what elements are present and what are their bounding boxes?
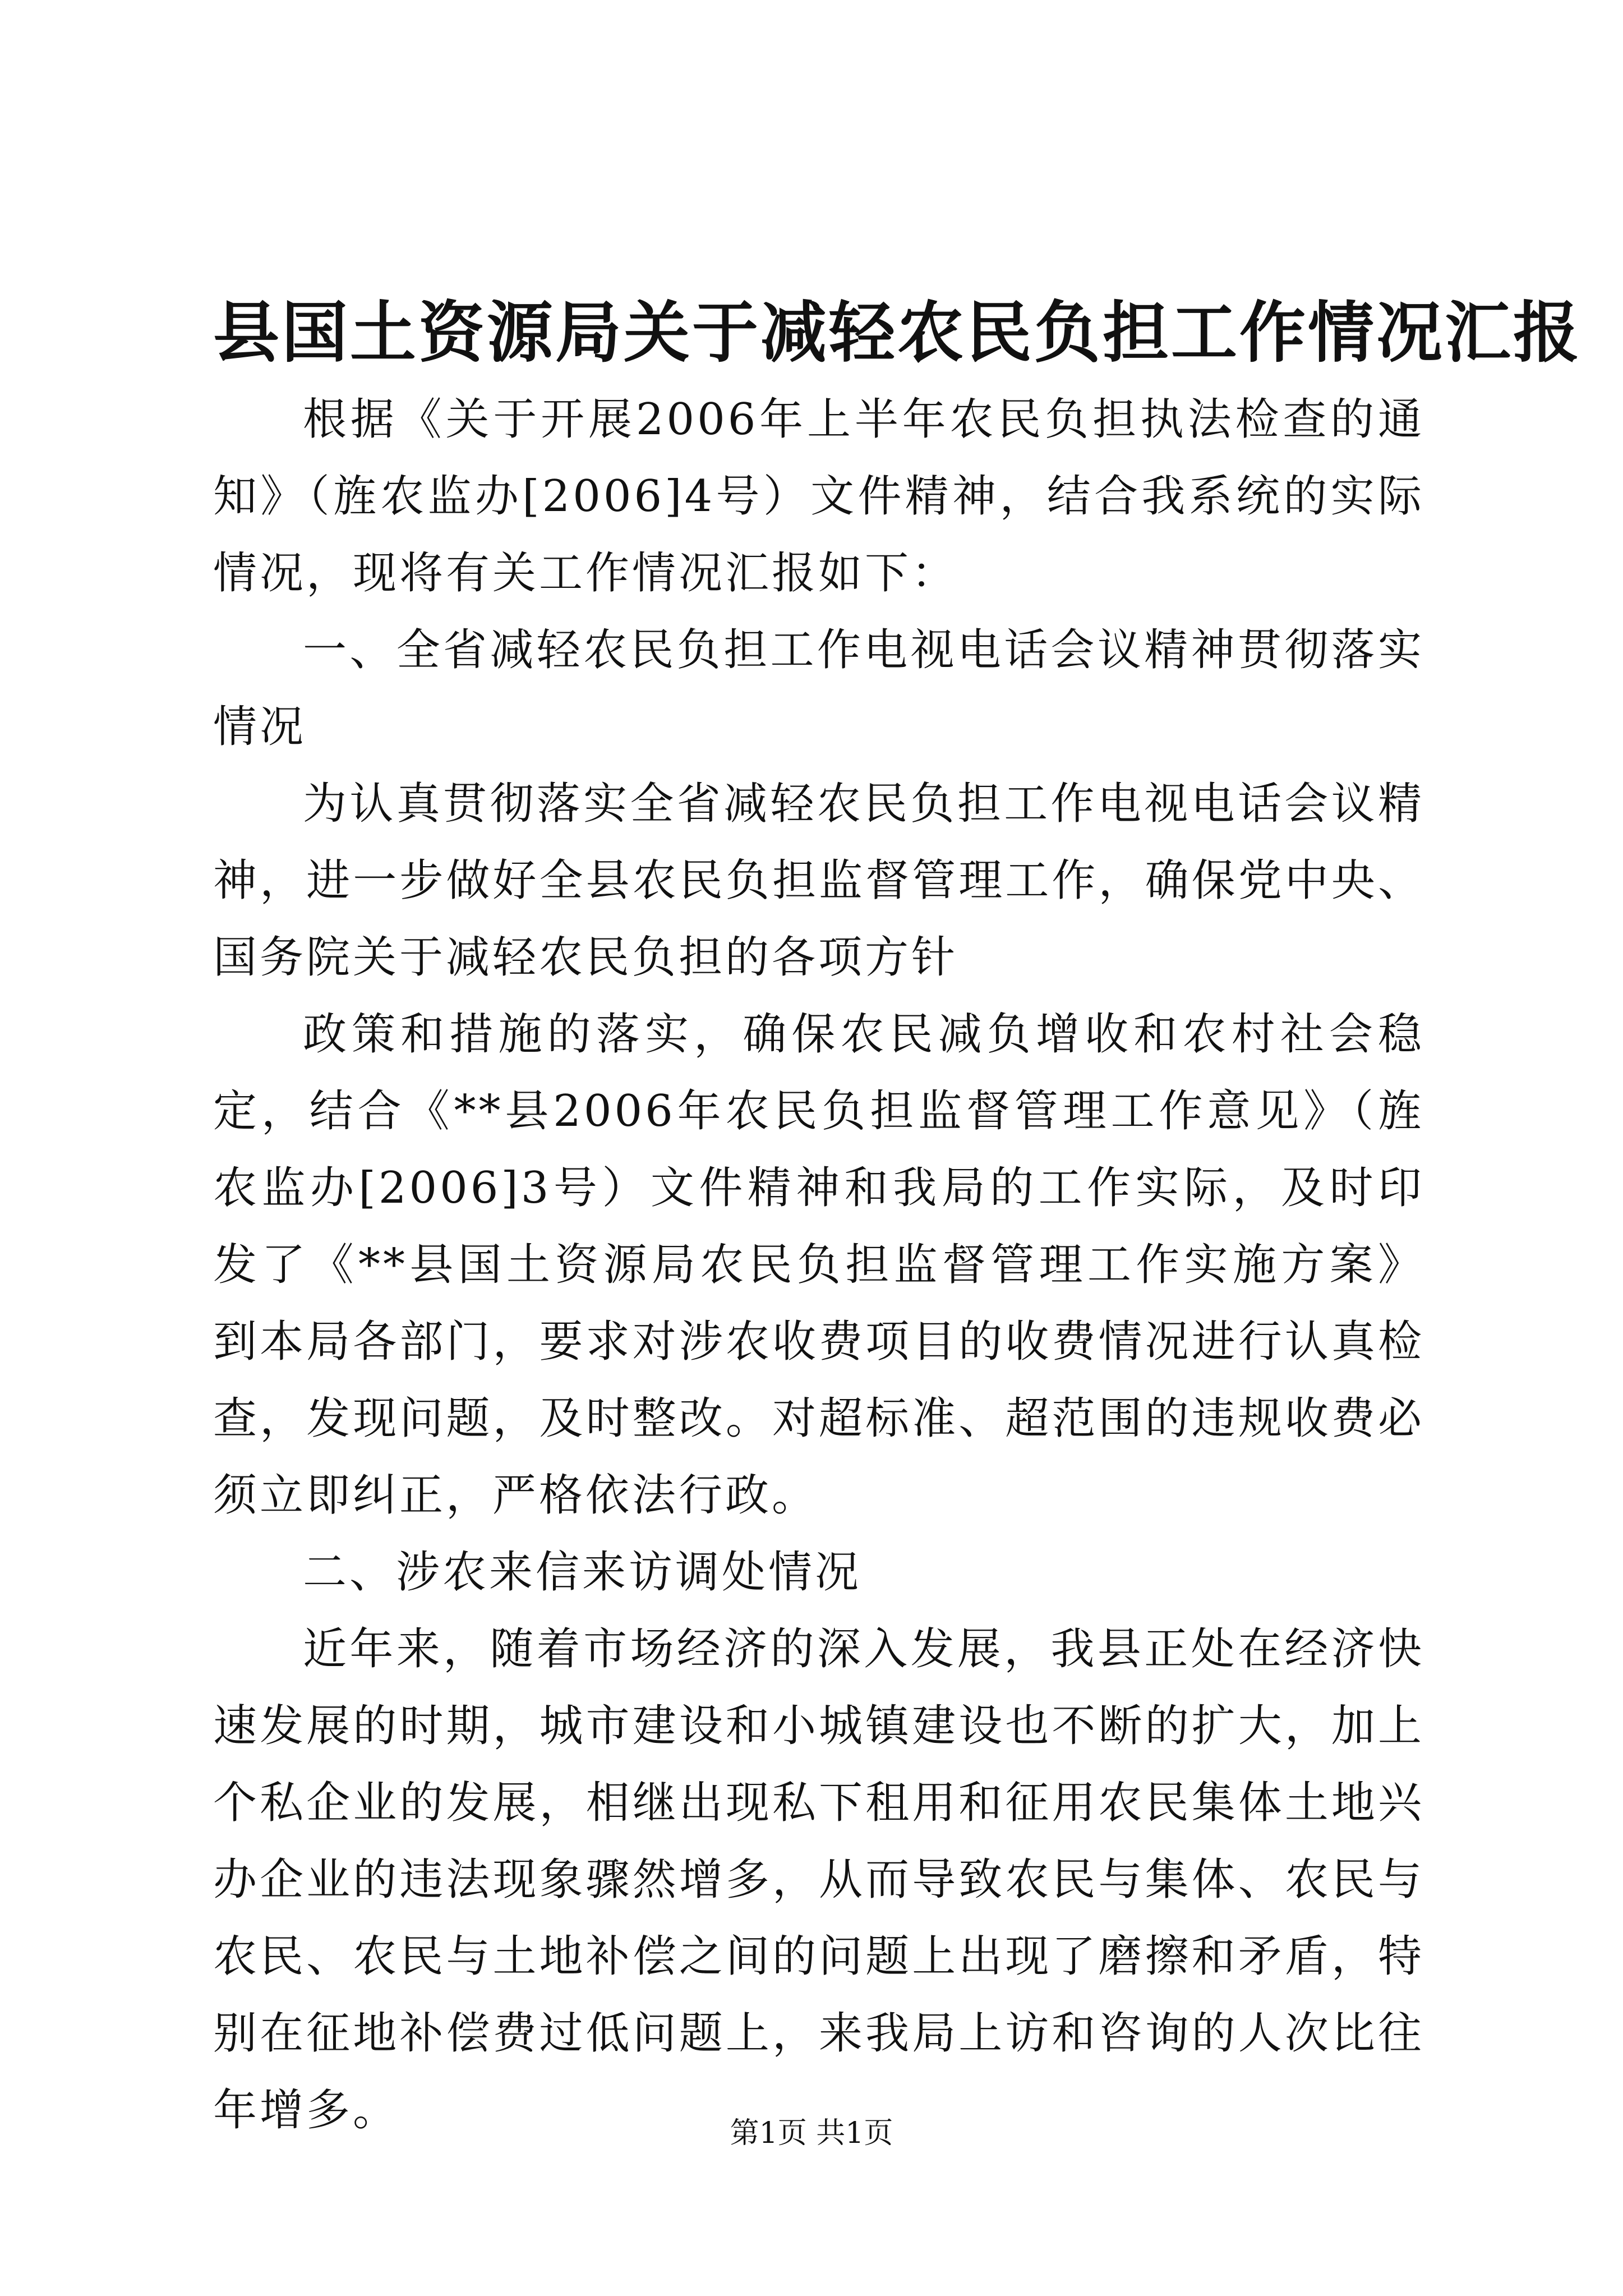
section-2-paragraph-1: 近年来，随着市场经济的深入发展，我县正处在经济快速发展的时期，城市建设和小城镇建设也不断的扩大，加上个私企业的发展，相继出现私下租用和征用农民集体土地兴办企业的违法现象骤然增多，从而导致农民与集体、农民与农民、农民与土地补偿之间的问题上出现了磨擦和矛盾，特别在征地补偿费过低问题上，来我局上访和咨询的人次比往年增多。: [213, 1624, 1424, 2136]
section-1-paragraph-1: 为认真贯彻落实全省减轻农民负担工作电视电话会议精神，进一步做好全县农民负担监督管理工作，确保党中央、国务院关于减轻农民负担的各项方针: [213, 779, 1424, 983]
section-1-paragraph-2: 政策和措施的落实，确保农民减负增收和农村社会稳定，结合《**县2006年农民负担监督管理工作意见》（旌农监办[2006]3号）文件精神和我局的工作实际，及时印发了《**县国土资源局农民负担监督管理工作实施方案》到本局各部门，要求对涉农收费项目的收费情况进行认真检查，发现问题，及时整改。对超标准、超范围的违规收费必须立即纠正，严格依法行政。: [213, 1009, 1424, 1521]
section-heading-1: 一、全省减轻农民负担工作电视电话会议精神贯彻落实情况: [213, 625, 1424, 752]
document-body: [213, 381, 1424, 2149]
page-footer: 第1页 共1页: [730, 2116, 893, 2150]
section-heading-2: 二、涉农来信来访调处情况: [303, 1547, 862, 1598]
document-title: 县国土资源局关于减轻农民负担工作情况汇报: [213, 293, 1582, 371]
intro-paragraph: 根据《关于开展2006年上半年农民负担执法检查的通知》（旌农监办[2006]4号）文件精神，结合我系统的实际情况，现将有关工作情况汇报如下：: [213, 394, 1424, 599]
